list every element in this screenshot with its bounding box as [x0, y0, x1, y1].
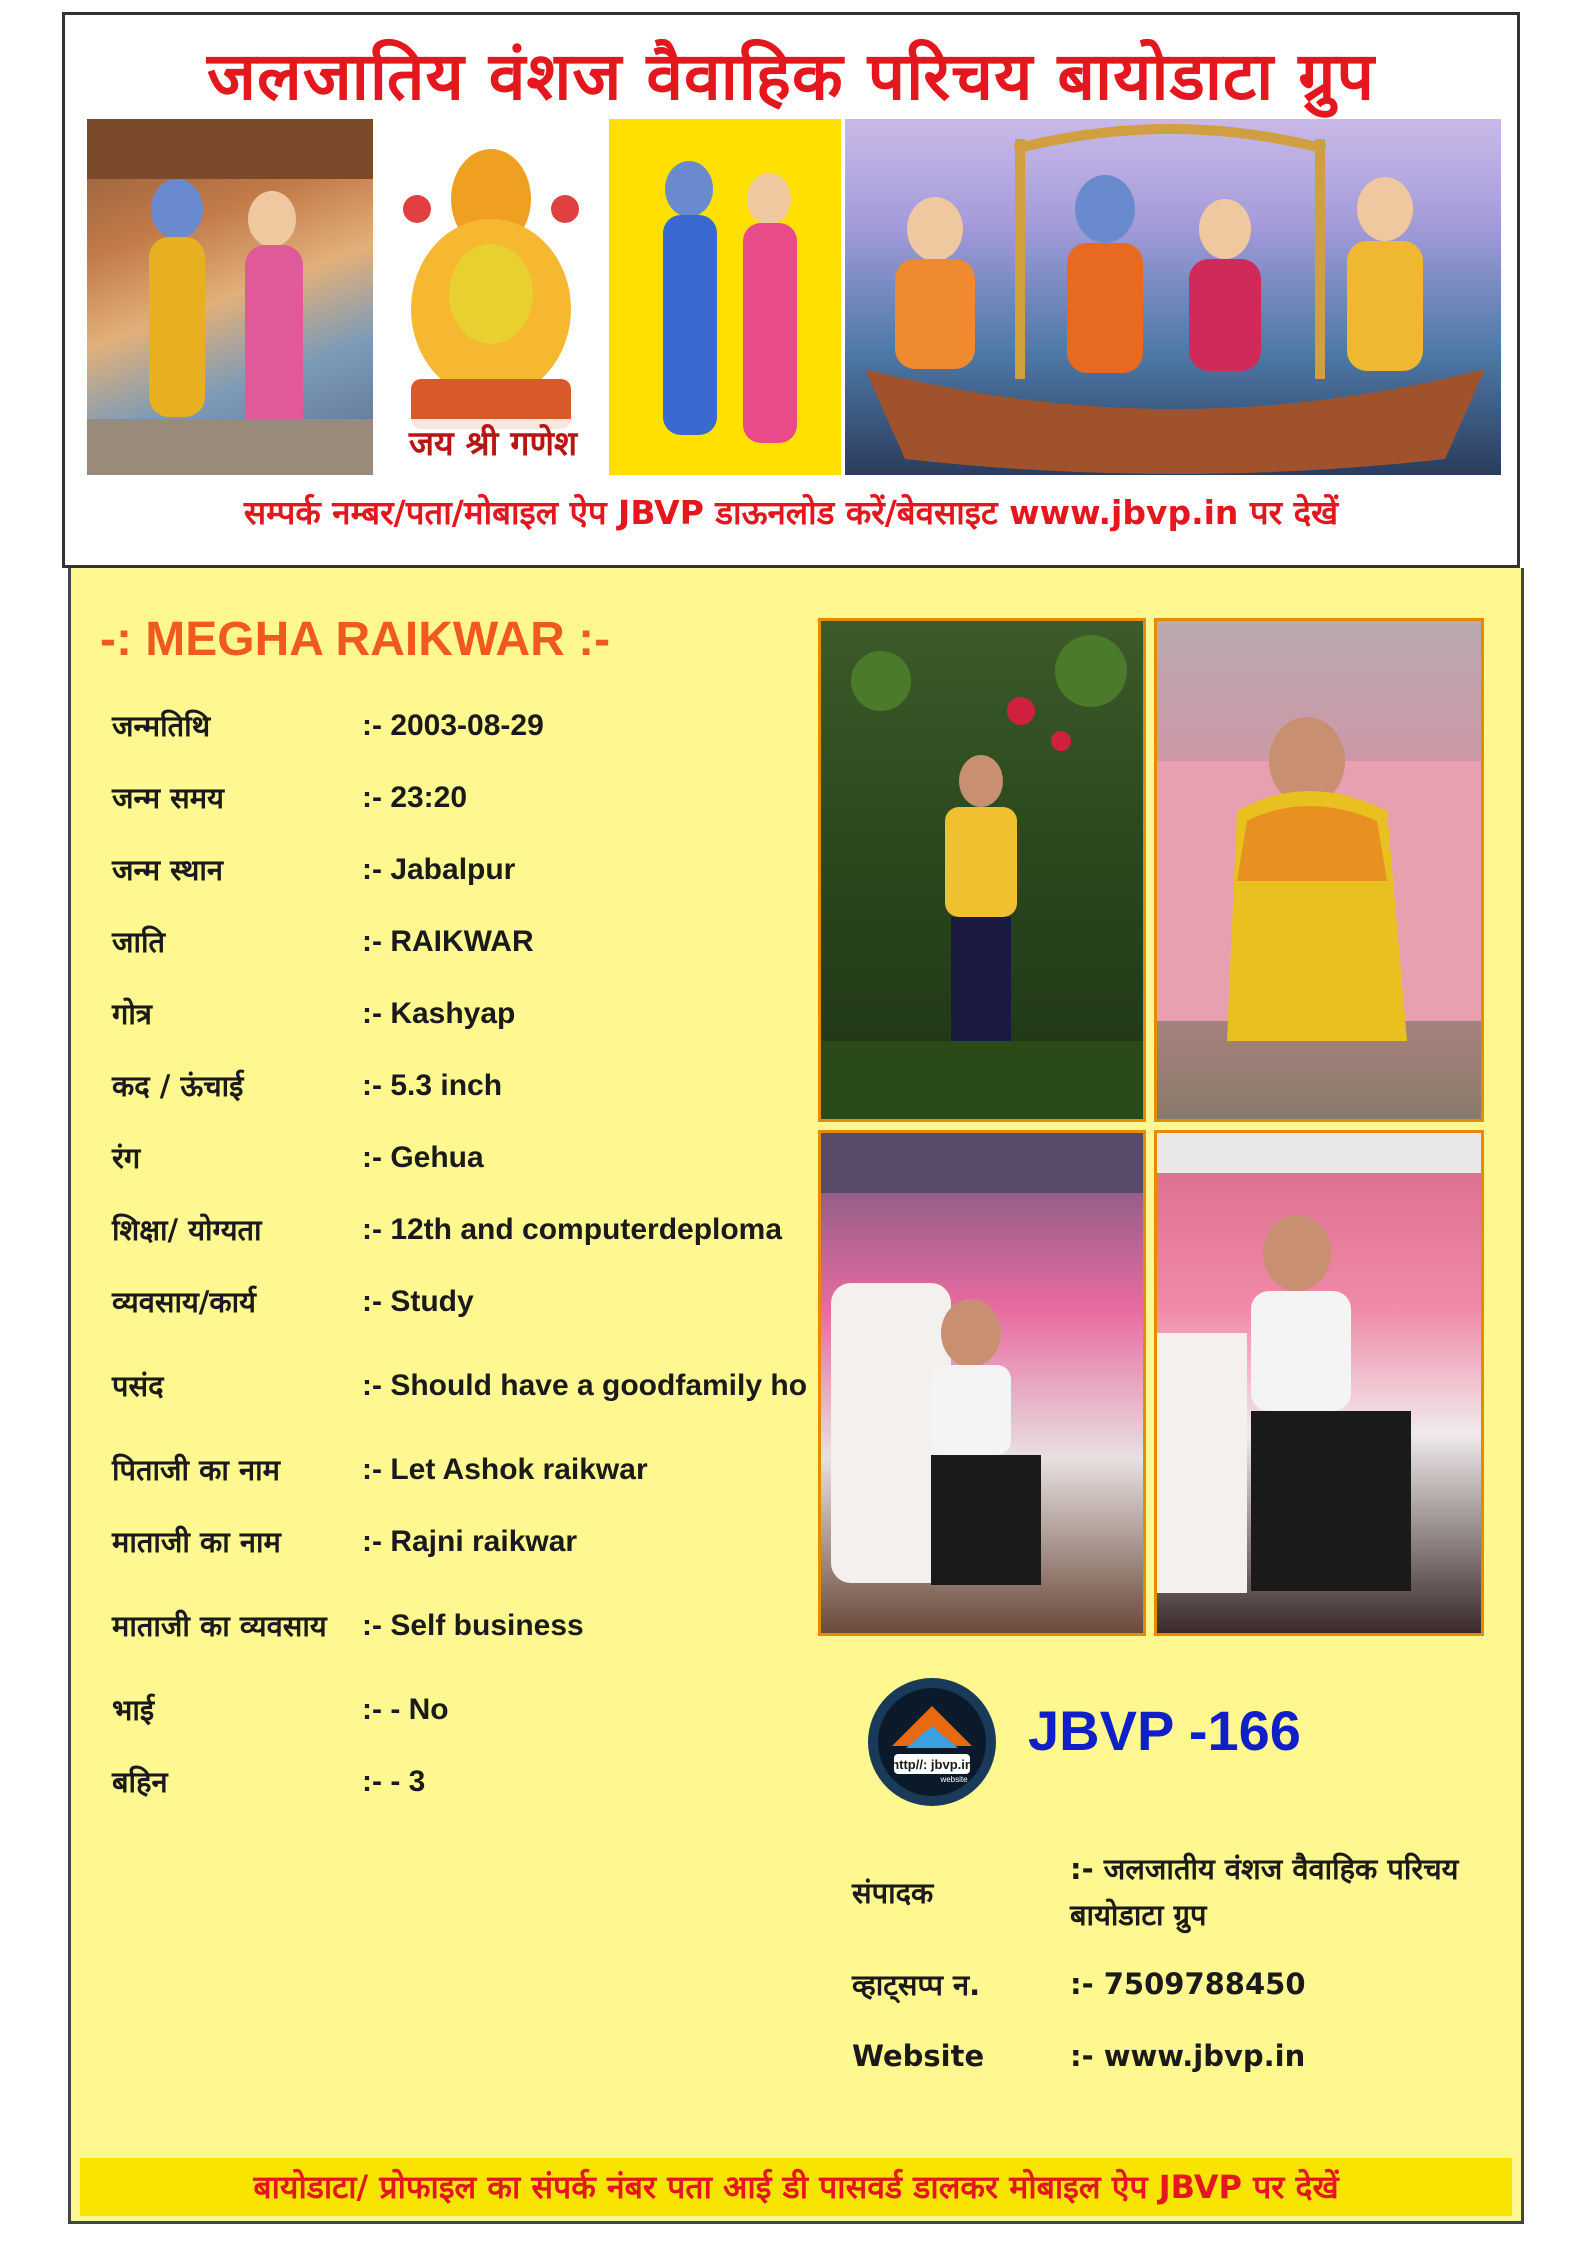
profile-fields	[112, 690, 812, 1818]
field-label: भाई	[112, 1693, 155, 1727]
editor-row-editor	[852, 1836, 1492, 1948]
field-value: :- Should have a goodfamily ho	[362, 1369, 808, 1402]
editor-row-whatsapp	[852, 1948, 1492, 2020]
editor-value: :- www.jbvp.in	[1070, 2039, 1306, 2073]
field-row-birth-place	[112, 834, 812, 906]
logo-website-text: website	[940, 1775, 968, 1784]
jai-shri-ganesh-caption: जय श्री गणेश	[377, 419, 609, 465]
field-value: :- 5.3 inch	[362, 1069, 503, 1102]
field-row-mother-occupation	[112, 1578, 812, 1674]
field-value: :- Jabalpur	[362, 853, 516, 886]
field-row-father-name	[112, 1434, 812, 1506]
field-label: शिक्षा/ योग्यता	[112, 1213, 262, 1247]
field-label: कद / ऊंचाई	[112, 1069, 244, 1103]
field-row-occupation	[112, 1266, 812, 1338]
footer-banner: बायोडाटा/ प्रोफाइल का संपर्क नंबर पता आई डी पासवर्ड डालकर मोबाइल ऐप JBVP पर देखें	[80, 2158, 1512, 2216]
field-value: :- Gehua	[362, 1141, 484, 1174]
field-value: :- Rajni raikwar	[362, 1525, 578, 1558]
field-row-caste	[112, 906, 812, 978]
ram-sita-yellow-picture	[609, 119, 841, 475]
field-value: :- - No	[362, 1693, 449, 1726]
field-row-gotra	[112, 978, 812, 1050]
editor-value: :- जलजातीय वंशज वैवाहिक परिचय बायोडाटा ग्रुप	[1070, 1852, 1459, 1932]
field-row-mother-name	[112, 1506, 812, 1578]
field-row-brother	[112, 1674, 812, 1746]
field-row-dob	[112, 690, 812, 762]
field-value: :- Study	[362, 1285, 474, 1318]
field-value: :- 23:20	[362, 781, 468, 814]
ram-sita-picture	[87, 119, 373, 475]
field-label: पसंद	[112, 1369, 164, 1403]
editor-label: व्हाट्सप्प न.	[852, 1967, 981, 2002]
editor-value: :- 7509788450	[1070, 1967, 1306, 2001]
field-value: :- Let Ashok raikwar	[362, 1453, 648, 1486]
field-label: जाति	[112, 925, 166, 959]
editor-row-website	[852, 2020, 1492, 2092]
field-value: :- Self business	[362, 1609, 584, 1642]
field-value: :- 2003-08-29	[362, 709, 544, 742]
field-label: बहिन	[112, 1765, 168, 1799]
field-row-preference	[112, 1338, 812, 1434]
boat-scene-picture	[845, 119, 1501, 475]
header-banner	[62, 12, 1520, 568]
banner-subtitle: सम्पर्क नम्बर/पता/मोबाइल ऐप JBVP डाऊनलोड करें/बेवसाइट www.jbvp.in पर देखें	[243, 493, 1339, 532]
field-row-birth-time	[112, 762, 812, 834]
field-label: जन्म स्थान	[112, 853, 224, 887]
editor-label: Website	[852, 2039, 985, 2073]
field-label: माताजी का व्यवसाय	[112, 1609, 327, 1643]
field-label: जन्म समय	[112, 781, 224, 815]
field-label: जन्मतिथि	[112, 709, 211, 743]
jbvp-logo	[866, 1676, 998, 1808]
field-row-height	[112, 1050, 812, 1122]
profile-photo-event-1	[818, 1130, 1146, 1636]
editor-info	[852, 1836, 1492, 2092]
field-label: पिताजी का नाम	[112, 1453, 280, 1487]
field-label: गोत्र	[112, 997, 152, 1031]
field-label: माताजी का नाम	[112, 1525, 281, 1559]
field-row-complexion	[112, 1122, 812, 1194]
profile-name: -: MEGHA RAIKWAR :-	[100, 613, 611, 666]
logo-url-text: http//: jbvp.in	[891, 1757, 973, 1772]
field-value: :- Kashyap	[362, 997, 516, 1030]
editor-label: संपादक	[852, 1875, 934, 1910]
field-label: व्यवसाय/कार्य	[112, 1285, 256, 1319]
field-label: रंग	[112, 1141, 141, 1175]
field-value: :- - 3	[362, 1765, 426, 1798]
field-value: :- 12th and computerdeploma	[362, 1213, 783, 1246]
profile-photo-garden	[818, 618, 1146, 1122]
profile-photo-event-2	[1154, 1130, 1484, 1636]
field-value: :- RAIKWAR	[362, 925, 534, 958]
field-row-education	[112, 1194, 812, 1266]
profile-photo-seated-yellow	[1154, 618, 1484, 1122]
profile-id: JBVP -166	[1028, 1699, 1301, 1762]
banner-title: जलजातिय वंशज वैवाहिक परिचय बायोडाटा ग्रुप	[207, 38, 1375, 115]
field-row-sister	[112, 1746, 812, 1818]
